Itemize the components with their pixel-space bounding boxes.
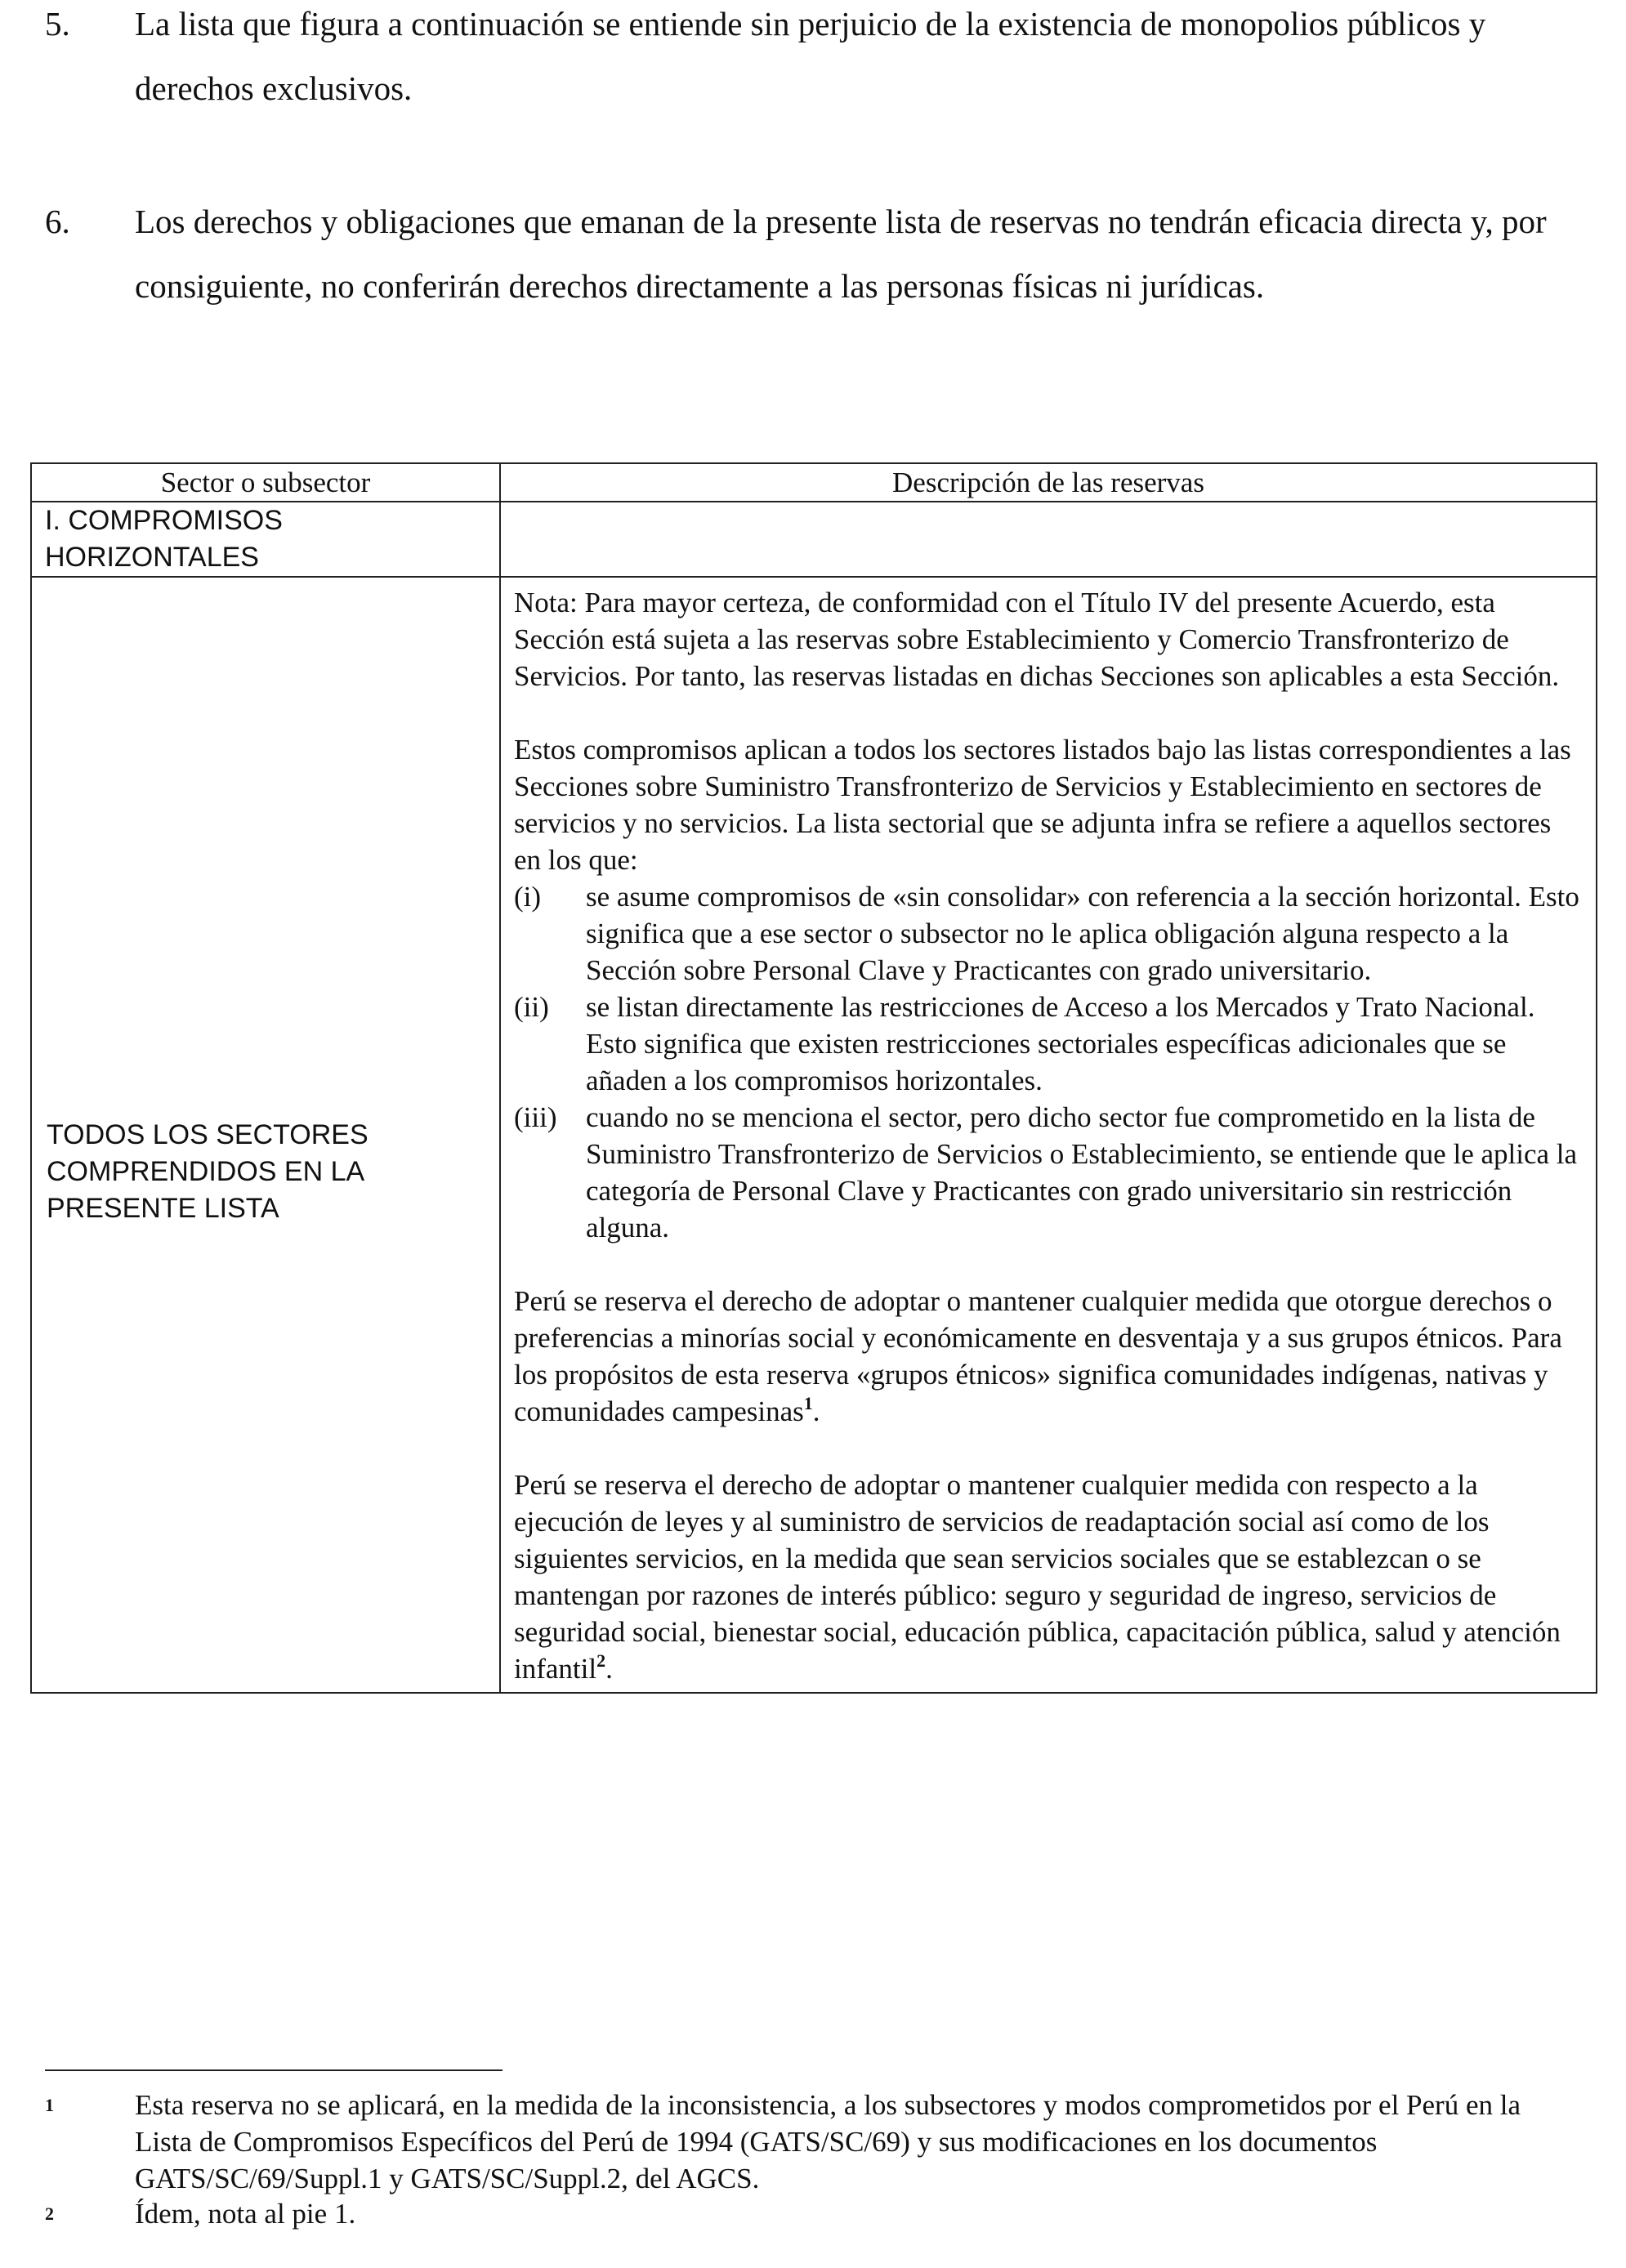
sector-cell: TODOS LOS SECTORES COMPRENDIDOS EN LA PRESENTE LISTA <box>31 577 500 1693</box>
paragraph-text: Los derechos y obligaciones que emanan de la presente lista de reservas no tendrán eficacia directa y, por consiguiente, no conferirán derechos directamente a las personas físicas ni jurídicas. <box>135 203 1547 305</box>
nota-paragraph: Nota: Para mayor certeza, de conformidad con el Título IV del presente Acuerdo, esta Sección está sujeta a las reservas sobre Establecimiento y Comercio Transfronterizo de Servicios. Por tanto, las reservas listadas en dichas Secciones son aplicables a esta Sección. <box>514 587 1560 692</box>
intro-paragraph: Estos compromisos aplican a todos los sectores listados bajo las listas correspondientes a las Secciones sobre Suministro Transfronterizo de Servicios y Establecimiento en sectores de servicios y no servicios. La lista sectorial que se adjunta infra se refiere a aquellos sectores en los que: <box>514 734 1571 876</box>
footnote-marker: 1 <box>45 2095 54 2115</box>
servicios-paragraph <box>514 1467 1583 1687</box>
table-row <box>31 577 1597 1693</box>
footnote-1 <box>45 2087 1581 2197</box>
list-item <box>514 878 1583 989</box>
paragraph-text: La lista que figura a continuación se entiende sin perjuicio de la existencia de monopolios públicos y derechos exclusivos. <box>135 5 1486 107</box>
footnote-text: Ídem, nota al pie 1. <box>135 2198 356 2230</box>
minorias-paragraph <box>514 1283 1583 1430</box>
header-description: Descripción de las reservas <box>500 463 1597 502</box>
footnote-divider <box>45 2069 503 2071</box>
footnote-ref-1[interactable]: 1 <box>803 1393 813 1413</box>
item-label: (ii) <box>514 991 549 1023</box>
paragraph-5 <box>45 0 1581 121</box>
footnote-text: Esta reserva no se aplicará, en la medida de la inconsistencia, a los subsectores y modos comprometidos por el Perú en la Lista de Compromisos Específicos del Perú de 1994 (GATS/SC/69) y sus modificaciones en los documentos GATS/SC/69/Suppl.1 y GATS/SC/Suppl.2, del AGCS. <box>135 2089 1521 2194</box>
table-header-row <box>31 463 1597 502</box>
item-text: se asume compromisos de «sin consolidar» con referencia a la sección horizontal. Esto significa que a ese sector o subsector no le aplica obligación alguna respecto a la Sección sobre Personal Clave y Practicantes con grado universitario. <box>586 881 1579 986</box>
conditions-list <box>514 878 1583 1246</box>
footnote-2 <box>45 2195 1581 2232</box>
paragraph-6 <box>45 190 1581 319</box>
item-label: (iii) <box>514 1101 557 1133</box>
section-title: I. COMPROMISOS HORIZONTALES <box>31 502 500 577</box>
minorias-text: Perú se reserva el derecho de adoptar o mantener cualquier medida que otorgue derechos o preferencias a minorías social y económicamente en desventaja y a sus grupos étnicos. Para los propósitos de esta reserva «grupos étnicos» significa comunidades indígenas, nativas y comunidades campesinas <box>514 1285 1562 1427</box>
footnote-ref-2[interactable]: 2 <box>596 1650 606 1671</box>
item-text: cuando no se menciona el sector, pero dicho sector fue comprometido en la lista de Suministro Transfronterizo de Servicios o Establecimiento, se entiende que le aplica la categoría de Personal Clave y Practicantes con grado universitario sin restricción alguna. <box>586 1101 1578 1243</box>
footnote-marker: 2 <box>45 2203 54 2224</box>
period: . <box>605 1653 613 1685</box>
period: . <box>812 1395 820 1427</box>
reservations-table <box>30 462 1597 1694</box>
empty-cell <box>500 502 1597 577</box>
header-sector: Sector o subsector <box>31 463 500 502</box>
item-text: se listan directamente las restricciones de Acceso a los Mercados y Trato Nacional. Esto significa que existen restricciones sectoriales específicas adicionales que se añaden a los compromisos horizontales. <box>586 991 1535 1096</box>
description-cell <box>500 577 1597 1693</box>
section-title-row <box>31 502 1597 577</box>
list-item <box>514 989 1583 1099</box>
item-label: (i) <box>514 881 542 913</box>
paragraph-number: 6. <box>45 203 70 240</box>
list-item <box>514 1099 1583 1246</box>
paragraph-number: 5. <box>45 5 70 42</box>
servicios-text: Perú se reserva el derecho de adoptar o mantener cualquier medida con respecto a la ejecución de leyes y al suministro de servicios de readaptación social así como de los siguientes servicios, en la medida que sean servicios sociales que se establezcan o se mantengan por razones de interés público: seguro y seguridad de ingreso, servicios de seguridad social, bienestar social, educación pública, capacitación pública, salud y atención infantil <box>514 1469 1561 1685</box>
